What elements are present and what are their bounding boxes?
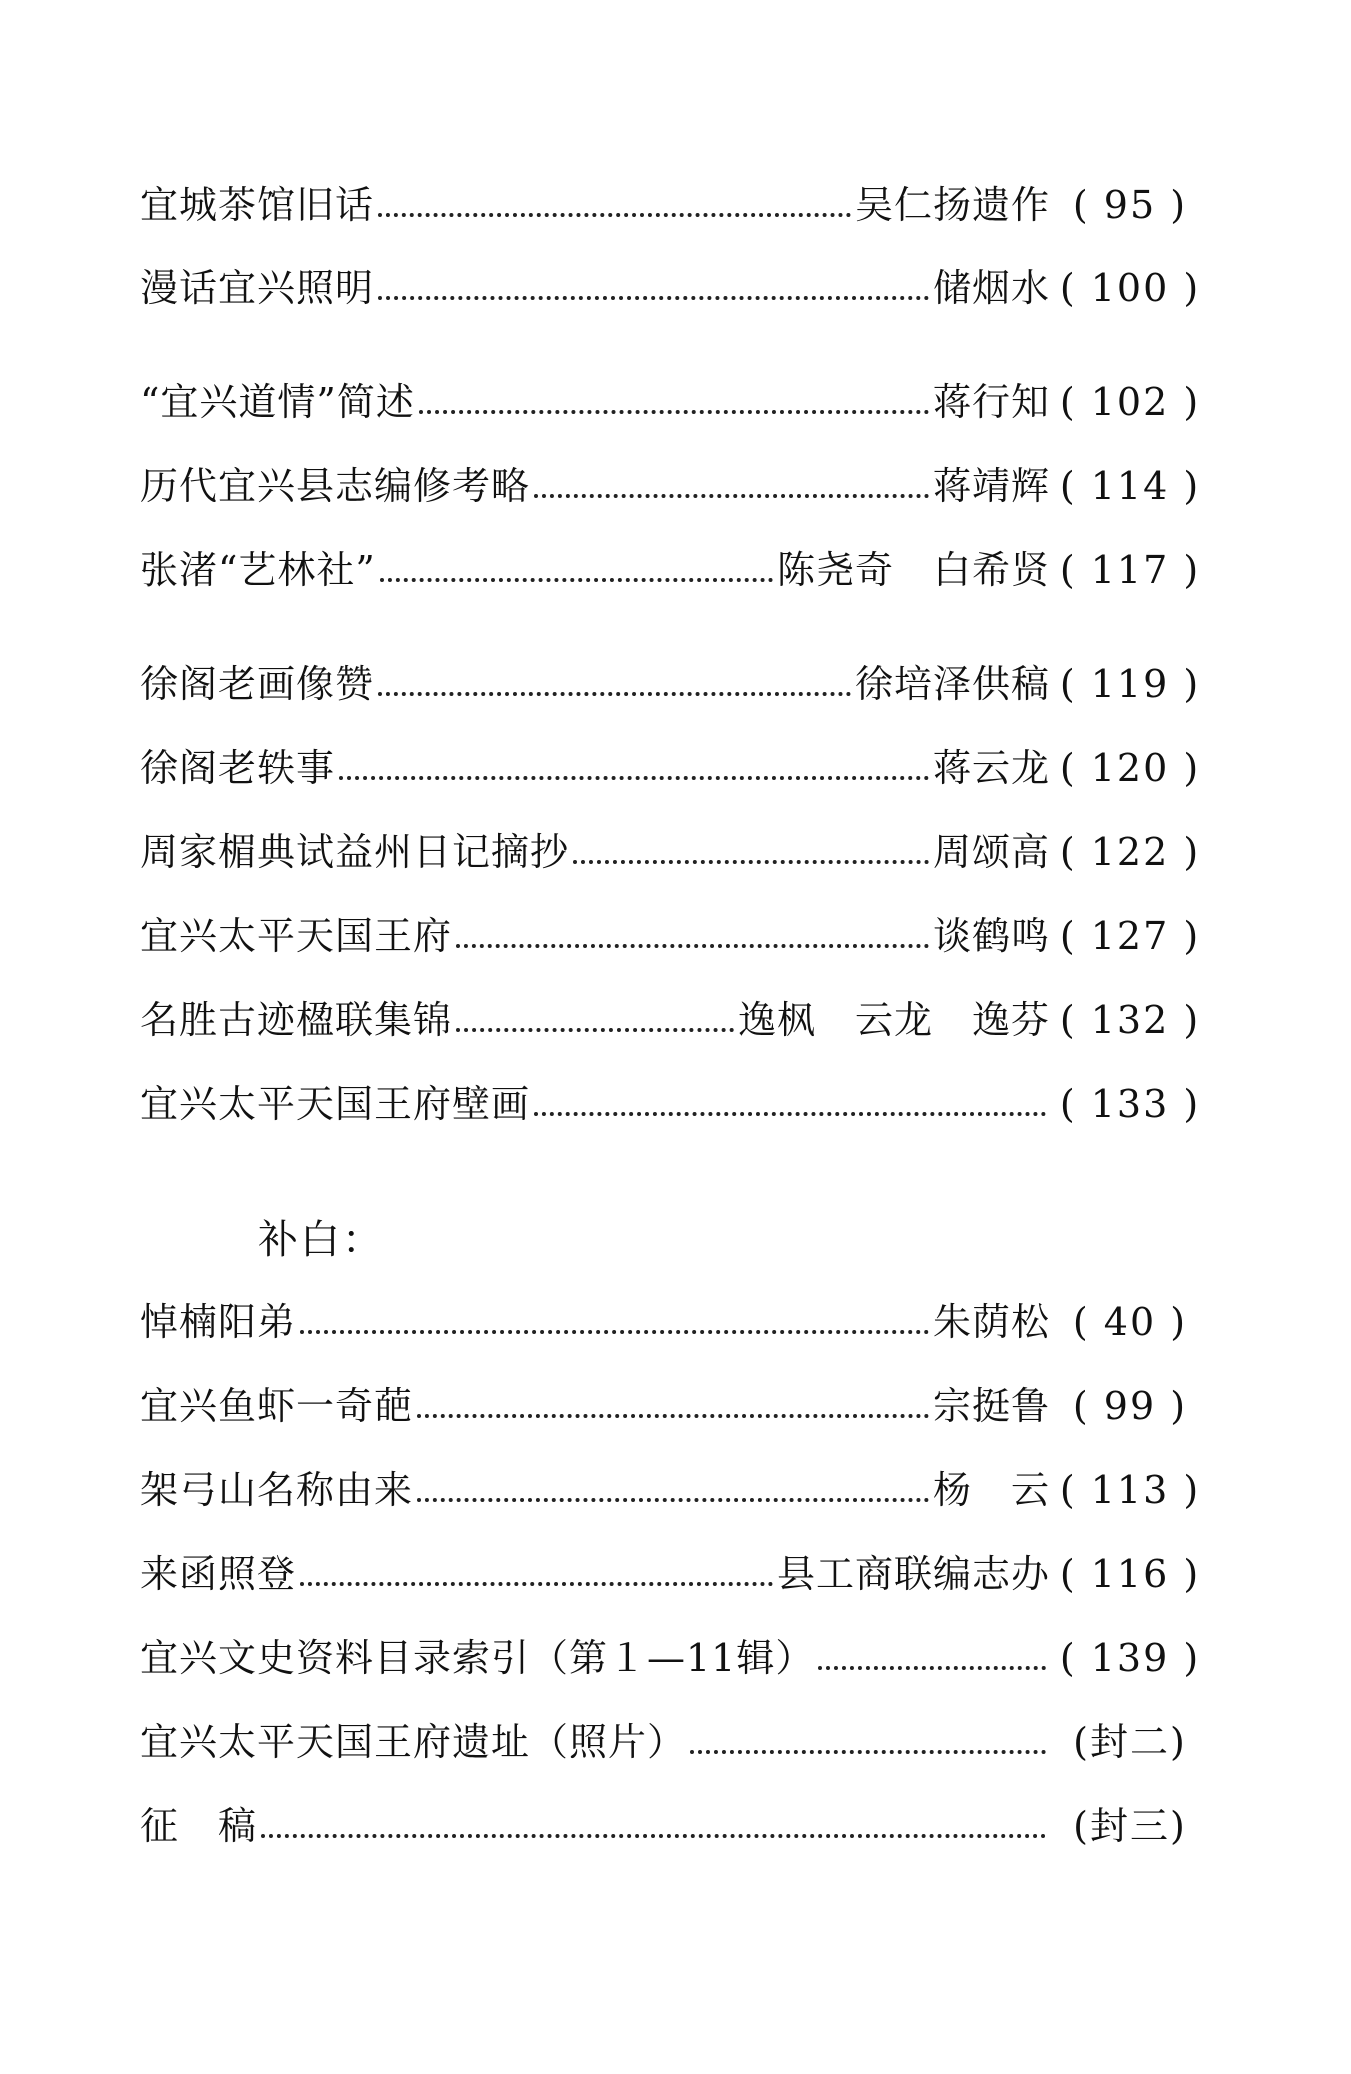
entry-page: ( 95 ) [1072,183,1188,227]
entry-title: 张渚“艺林社” [140,548,376,592]
entry-author: 陈尧奇 白希贤 [776,548,1050,592]
entry-title: 宜兴太平天国王府壁画 [140,1082,531,1126]
entry-page: ( 127 ) [1059,914,1201,958]
entry-author: 县工商联编志办 [776,1552,1050,1596]
toc-entry [140,1712,1210,1772]
dot-leader [261,1834,1046,1838]
toc-entry [140,1376,1210,1436]
dot-leader [300,1582,773,1586]
toc-entry [140,990,1210,1050]
entry-author: 杨 云 [932,1468,1050,1512]
entry-title: 悼楠阳弟 [140,1300,297,1344]
entry-author: 朱荫松 [932,1300,1050,1344]
entry-title: 宜兴鱼虾一奇葩 [140,1384,414,1428]
dot-leader [534,1112,1046,1116]
dot-leader [378,296,929,300]
toc-entry [140,1796,1210,1856]
entry-author: 吴仁扬遗作 [854,183,1050,227]
entry-page: ( 120 ) [1059,746,1201,790]
entry-page: ( 116 ) [1059,1552,1201,1596]
dot-leader [378,213,851,217]
entry-author: 谈鹤鸣 [932,914,1050,958]
entry-title: 宜兴太平天国王府遗址（照片） [140,1720,687,1764]
entry-title: 名胜古迹楹联集锦 [140,998,453,1042]
toc-entry [140,1074,1210,1134]
entry-page: ( 99 ) [1072,1384,1188,1428]
toc-entry [140,1628,1210,1688]
entry-author: 蒋靖辉 [932,464,1050,508]
entry-page: ( 122 ) [1059,830,1201,874]
entry-title: 宜兴太平天国王府 [140,914,453,958]
entry-page: ( 100 ) [1059,266,1201,310]
entry-title: 征 稿 [140,1804,258,1848]
entry-author: 蒋云龙 [932,746,1050,790]
entry-author: 周颂高 [932,830,1050,874]
dot-leader [419,410,929,414]
dot-leader [456,944,929,948]
entry-page: ( 139 ) [1059,1636,1201,1680]
entry-title: 周家楣典试益州日记摘抄 [140,830,570,874]
entry-title: 徐阁老画像赞 [140,662,375,706]
dot-leader [534,494,929,498]
supplement-heading: 补白： [258,1217,384,1263]
dot-leader [339,776,929,780]
entry-page: ( 117 ) [1059,548,1201,592]
entry-title: 宜兴文史资料目录索引（第１—11辑） [140,1636,815,1680]
entry-title: 历代宜兴县志编修考略 [140,464,531,508]
dot-leader [380,578,773,582]
entry-title: 漫话宜兴照明 [140,266,375,310]
toc-entry [140,456,1210,516]
entry-page: (封二) [1073,1720,1187,1764]
entry-author: 徐培泽供稿 [854,662,1050,706]
toc-entry [140,540,1210,600]
toc-entry [140,738,1210,798]
entry-author: 宗挺鲁 [932,1384,1050,1428]
toc-entry [140,258,1210,318]
dot-leader [456,1028,734,1032]
entry-page: ( 102 ) [1059,380,1201,424]
entry-page: ( 114 ) [1059,464,1201,508]
entry-title: 来函照登 [140,1552,297,1596]
dot-leader [417,1414,929,1418]
toc-entry [140,906,1210,966]
dot-leader [417,1498,929,1502]
toc-entry [140,175,1210,235]
entry-page: ( 113 ) [1059,1468,1201,1512]
entry-title: “宜兴道情”简述 [140,380,415,424]
entry-title: 徐阁老轶事 [140,746,336,790]
entry-page: (封三) [1073,1804,1187,1848]
entry-title: 架弓山名称由来 [140,1468,414,1512]
entry-author: 蒋行知 [932,380,1050,424]
entry-title: 宜城茶馆旧话 [140,183,375,227]
entry-page: ( 119 ) [1059,662,1201,706]
toc-entry [140,1460,1210,1520]
dot-leader [690,1750,1046,1754]
entry-author: 逸枫 云龙 逸芬 [737,998,1050,1042]
entry-page: ( 40 ) [1072,1300,1188,1344]
dot-leader [378,692,851,696]
dot-leader [300,1330,929,1334]
toc-entry [140,1544,1210,1604]
toc-entry [140,1292,1210,1352]
entry-page: ( 132 ) [1059,998,1201,1042]
dot-leader [573,860,929,864]
entry-page: ( 133 ) [1059,1082,1201,1126]
toc-entry [140,822,1210,882]
dot-leader [818,1666,1046,1670]
toc-entry [140,654,1210,714]
toc-entry [140,372,1210,432]
entry-author: 储烟水 [932,266,1050,310]
